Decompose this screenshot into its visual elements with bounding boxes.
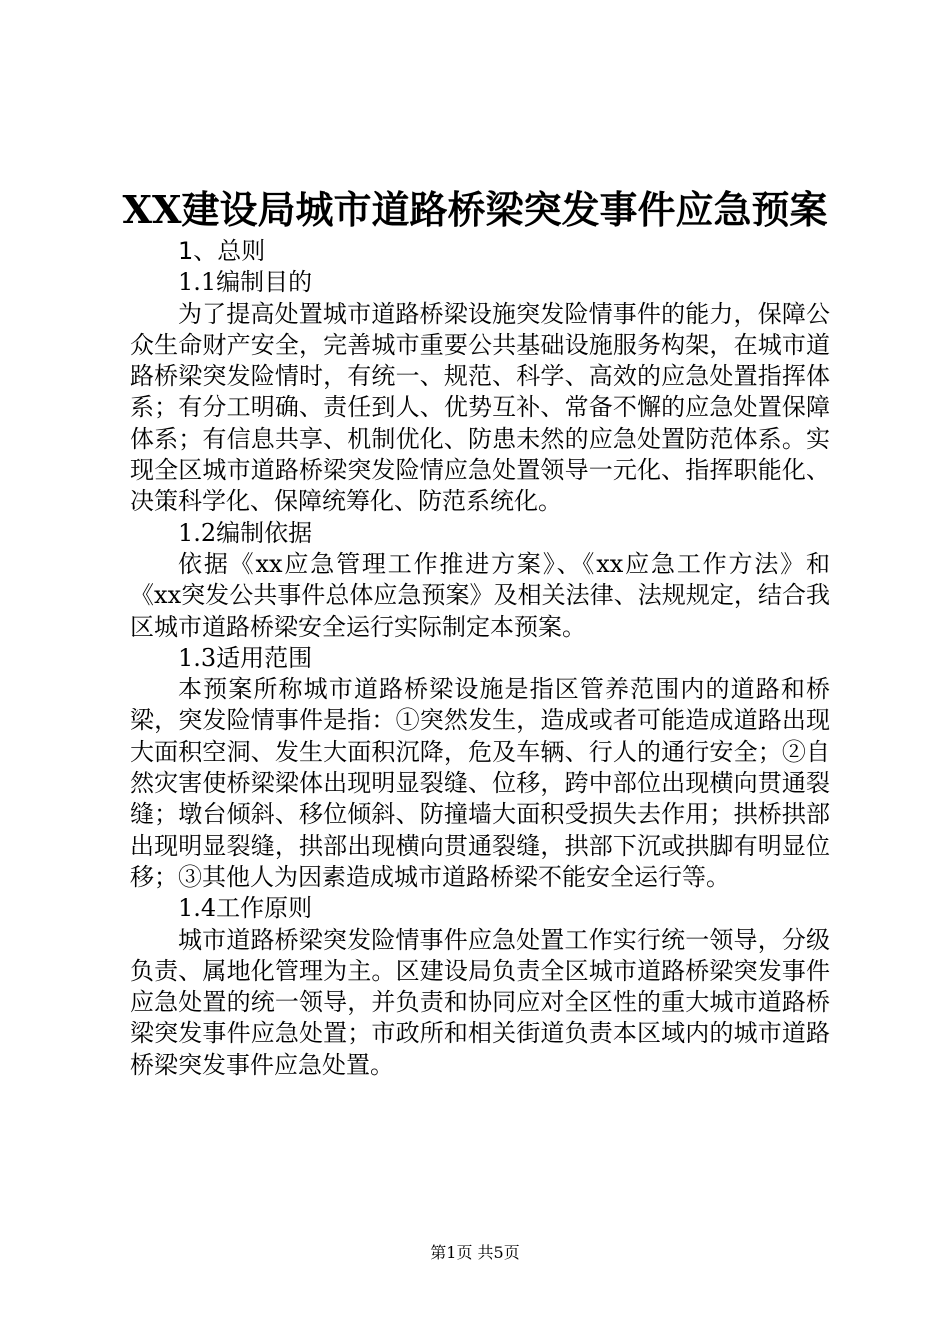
subsection-heading-scope: 1.3适用范围 xyxy=(178,643,313,672)
section-heading-general: 1、总则 xyxy=(178,237,266,265)
paragraph-purpose: 为了提高处置城市道路桥梁设施突发险情事件的能力，保障公众生命财产安全，完善城市重要公共基础设施服务构架，在城市道路桥梁突发险情时，有统一、规范、科学、高效的应急处置指挥体系；有分工明确、责任到人、优势互补、常备不懈的应急处置保障体系；有信息共享、机制优化、防患未然的应急处置防范体系。实现全区城市道路桥梁突发险情应急处置领导一元化、指挥职能化、决策科学化、保障统筹化、防范系统化。 xyxy=(130,299,830,516)
document-body xyxy=(130,236,830,1081)
document-title: XX建设局城市道路桥梁突发事件应急预案 xyxy=(122,187,828,232)
page-footer: 第1页 共5页 xyxy=(430,1243,520,1262)
paragraph-basis: 依据《xx应急管理工作推进方案》、《xx应急工作方法》和《xx突发公共事件总体应急预案》及相关法律、法规规定，结合我区城市道路桥梁安全运行实际制定本预案。 xyxy=(130,549,830,641)
subsection-heading-principles: 1.4工作原则 xyxy=(178,894,313,923)
subsection-heading-basis: 1.2编制依据 xyxy=(178,518,313,547)
subsection-heading-purpose: 1.1编制目的 xyxy=(178,268,313,297)
paragraph-scope: 本预案所称城市道路桥梁设施是指区管养范围内的道路和桥梁，突发险情事件是指：①突然发生，造成或者可能造成道路出现大面积空洞、发生大面积沉降，危及车辆、行人的通行安全；②自然灾害使桥梁梁体出现明显裂缝、位移，跨中部位出现横向贯通裂缝；墩台倾斜、移位倾斜、防撞墙大面积受损失去作用；拱桥拱部出现明显裂缝，拱部出现横向贯通裂缝，拱部下沉或拱脚有明显位移；③其他人为因素造成城市道路桥梁不能安全运行等。 xyxy=(130,675,830,891)
paragraph-principles: 城市道路桥梁突发险情事件应急处置工作实行统一领导，分级负责、属地化管理为主。区建设局负责全区城市道路桥梁突发事件应急处置的统一领导，并负责和协同应对全区性的重大城市道路桥梁突发事件应急处置；市政所和相关街道负责本区域内的城市道路桥梁突发事件应急处置。 xyxy=(130,925,830,1079)
